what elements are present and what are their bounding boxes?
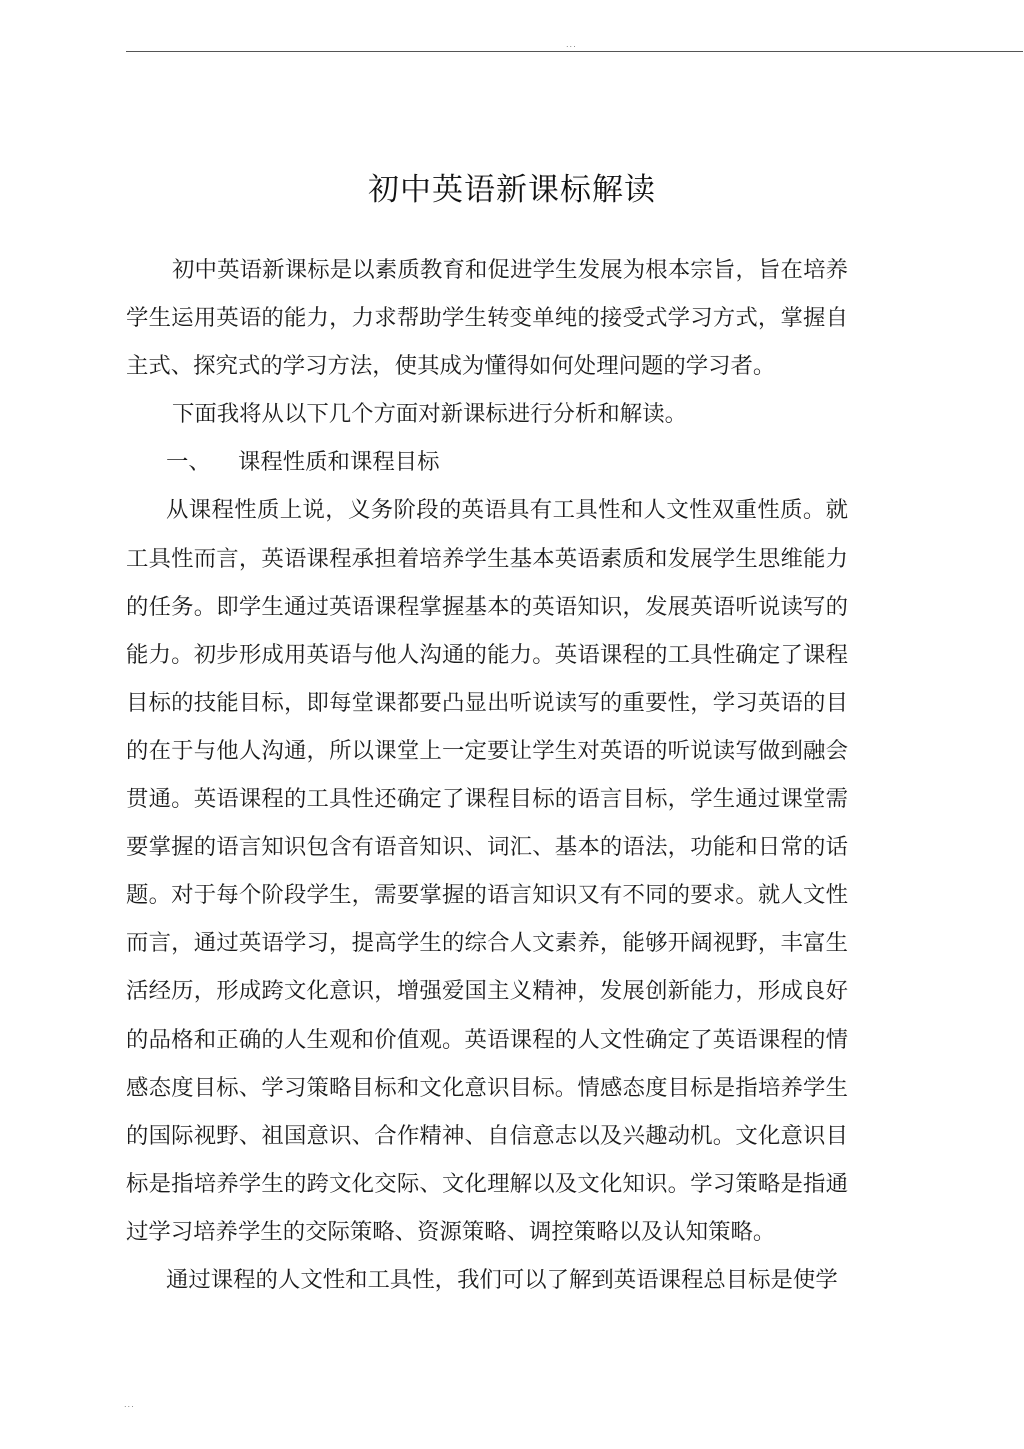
footer-mark: ... (124, 1400, 135, 1409)
section-number: 一、 (166, 449, 211, 476)
header-rule (126, 51, 1023, 52)
section-heading (126, 438, 848, 486)
intro-paragraph: 初中英语新课标是以素质教育和促进学生发展为根本宗旨，旨在培养学生运用英语的能力，力求帮助学生转变单纯的接受式学习方式，掌握自主式、探究式的学习方法，使其成为懂得如何处理问题的学习者。 (126, 257, 848, 380)
transition-paragraph: 下面我将从以下几个方面对新课标进行分析和解读。 (172, 401, 687, 428)
page-title: 初中英语新课标解读 (368, 172, 656, 208)
body-paragraph-continued: 通过课程的人文性和工具性，我们可以了解到英语课程总目标是使学 (166, 1266, 838, 1293)
body-paragraph: 从课程性质上说，义务阶段的英语具有工具性和人文性双重性质。就工具性而言，英语课程承担着培养学生基本英语素质和发展学生思维能力的任务。即学生通过英语课程掌握基本的英语知识，发展英语听说读写的能力。初步形成用英语与他人沟通的能力。英语课程的工具性确定了课程目标的技能目标，即每堂课都要凸显出听说读写的重要性，学习英语的目的在于与他人沟通，所以课堂上一定要让学生对英语的听说读写做到融会贯通。英语课程的工具性还确定了课程目标的语言目标，学生通过课堂需要掌握的语言知识包含有语音知识、词汇、基本的语法，功能和日常的话题。对于每个阶段学生，需要掌握的语言知识又有不同的要求。就人文性而言，通过英语学习，提高学生的综合人文素养，能够开阔视野，丰富生活经历，形成跨文化意识，增强爱国主义精神，发展创新能力，形成良好的品格和正确的人生观和价值观。英语课程的人文性确定了英语课程的情感态度目标、学习策略目标和文化意识目标。情感态度目标是指培养学生的国际视野、祖国意识、合作精神、自信意志以及兴趣动机。文化意识目标是指培养学生的跨文化交际、文化理解以及文化知识。学习策略是指通过学习培养学生的交际策略、资源策略、调控策略以及认知策略。 (126, 497, 848, 1245)
section-title: 课程性质和课程目标 (238, 449, 440, 476)
document-body (126, 246, 848, 1304)
header-mark: ... (566, 40, 577, 49)
